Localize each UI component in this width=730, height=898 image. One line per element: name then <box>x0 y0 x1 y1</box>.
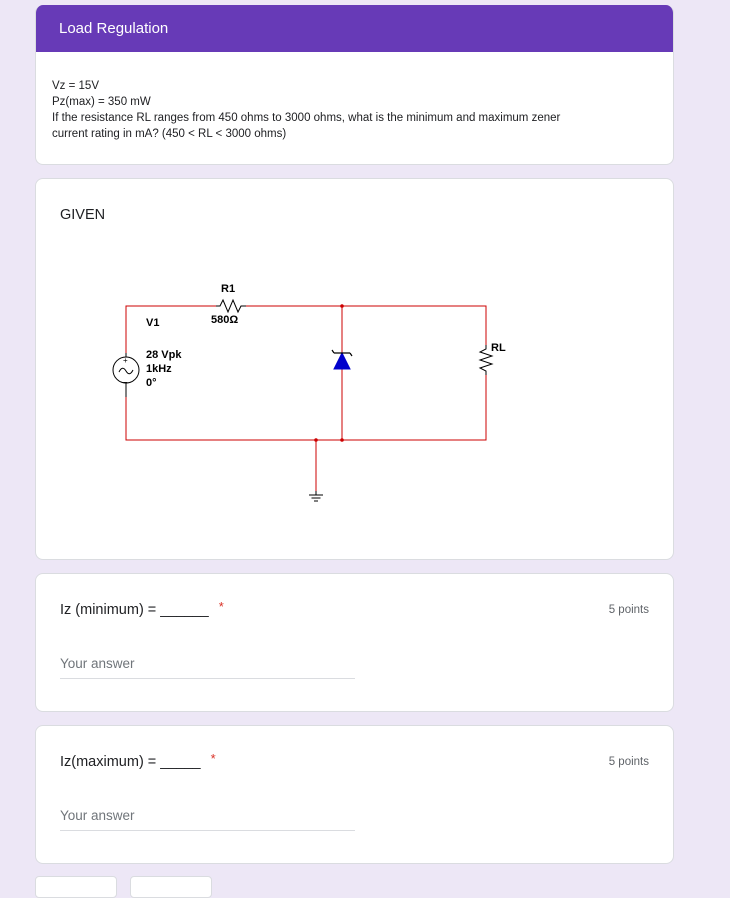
points-label: 5 points <box>608 756 649 768</box>
source-label: V1 <box>146 317 160 329</box>
question-text: Iz (minimum) = ______ <box>60 602 209 618</box>
form-title: Load Regulation <box>36 5 673 52</box>
r1-resistor-icon <box>216 300 246 312</box>
ground-icon <box>309 491 323 501</box>
question-text: Iz(maximum) = _____ <box>60 754 201 770</box>
source-phase: 0° <box>146 377 157 389</box>
secondary-button[interactable] <box>130 876 212 898</box>
points-label: 5 points <box>608 604 649 616</box>
question-card-iz-min <box>35 573 674 712</box>
source-plus-icon: + <box>123 356 128 365</box>
source-voltage: 28 Vpk <box>146 349 182 361</box>
required-mark: * <box>218 599 224 614</box>
given-title: GIVEN <box>60 207 106 223</box>
question-card-iz-max <box>35 725 674 864</box>
form-description <box>36 52 673 142</box>
circuit-diagram <box>36 179 675 561</box>
junction-dot <box>314 438 318 442</box>
source-minus-icon: − <box>123 378 128 387</box>
circuit-wires <box>126 306 486 491</box>
junction-dot <box>340 438 344 442</box>
source-frequency: 1kHz <box>146 363 172 375</box>
wire-top <box>246 306 486 345</box>
description-line: current rating in mA? (450 < RL < 3000 ohms) <box>52 128 287 140</box>
wire-bottom <box>126 375 486 440</box>
answer-input[interactable]: Your answer <box>60 656 355 679</box>
required-mark: * <box>210 751 216 766</box>
description-line: If the resistance RL ranges from 450 ohms to 3000 ohms, what is the minimum and maximum zener <box>52 112 561 124</box>
title-card <box>35 5 674 165</box>
description-line: Pz(max) = 350 mW <box>52 96 151 108</box>
given-card <box>35 178 674 560</box>
answer-input[interactable]: Your answer <box>60 808 355 831</box>
r1-value: 580Ω <box>211 314 239 326</box>
zener-diode-icon <box>334 353 350 369</box>
description-line: Vz = 15V <box>52 80 99 92</box>
junction-dot <box>340 304 344 308</box>
submit-button[interactable] <box>35 876 117 898</box>
question-title <box>60 751 216 770</box>
question-title <box>60 599 224 618</box>
r1-label: R1 <box>221 283 236 295</box>
rl-label: RL <box>491 342 506 354</box>
